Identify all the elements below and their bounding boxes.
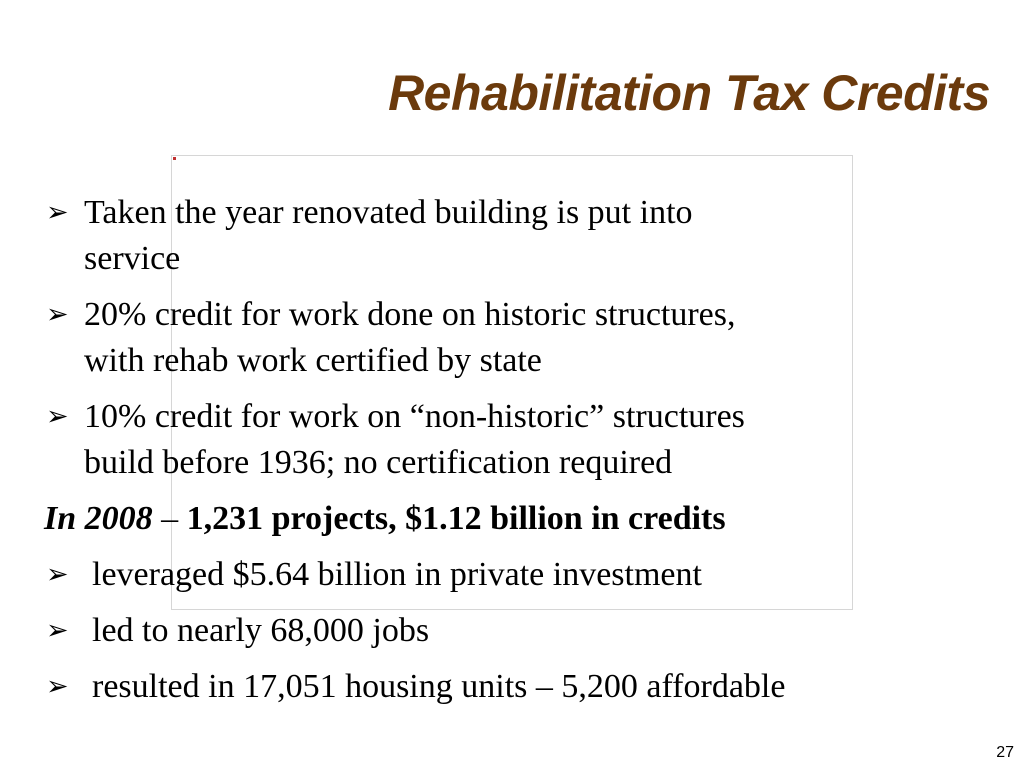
slide-title: Rehabilitation Tax Credits xyxy=(388,65,990,121)
frame-marker-icon xyxy=(173,157,176,160)
bullet-text: service xyxy=(84,240,181,277)
arrow-bullet-icon: ➢ xyxy=(46,671,69,702)
bullet-text: build before 1936; no certification required xyxy=(84,444,673,481)
bullet-text: Taken the year renovated building is put into xyxy=(84,194,693,231)
bullet-text: 20% credit for work done on historic structures, xyxy=(84,296,736,333)
arrow-bullet-icon: ➢ xyxy=(46,401,69,432)
arrow-bullet-icon: ➢ xyxy=(46,197,69,228)
summary-year: In 2008 xyxy=(44,500,153,537)
arrow-bullet-icon: ➢ xyxy=(46,559,69,590)
result-text: resulted in 17,051 housing units – 5,200 affordable xyxy=(92,668,786,705)
page-number: 27 xyxy=(996,744,1014,761)
bullet-text: with rehab work certified by state xyxy=(84,342,542,379)
arrow-bullet-icon: ➢ xyxy=(46,615,69,646)
arrow-bullet-icon: ➢ xyxy=(46,299,69,330)
summary-dash: – xyxy=(152,500,187,537)
result-text: leveraged $5.64 billion in private investment xyxy=(92,556,702,593)
bullet-text: 10% credit for work on “non-historic” structures xyxy=(84,398,745,435)
result-text: led to nearly 68,000 jobs xyxy=(92,612,430,649)
summary-line xyxy=(44,496,726,542)
summary-main: 1,231 projects, $1.12 billion in credits xyxy=(186,500,726,537)
